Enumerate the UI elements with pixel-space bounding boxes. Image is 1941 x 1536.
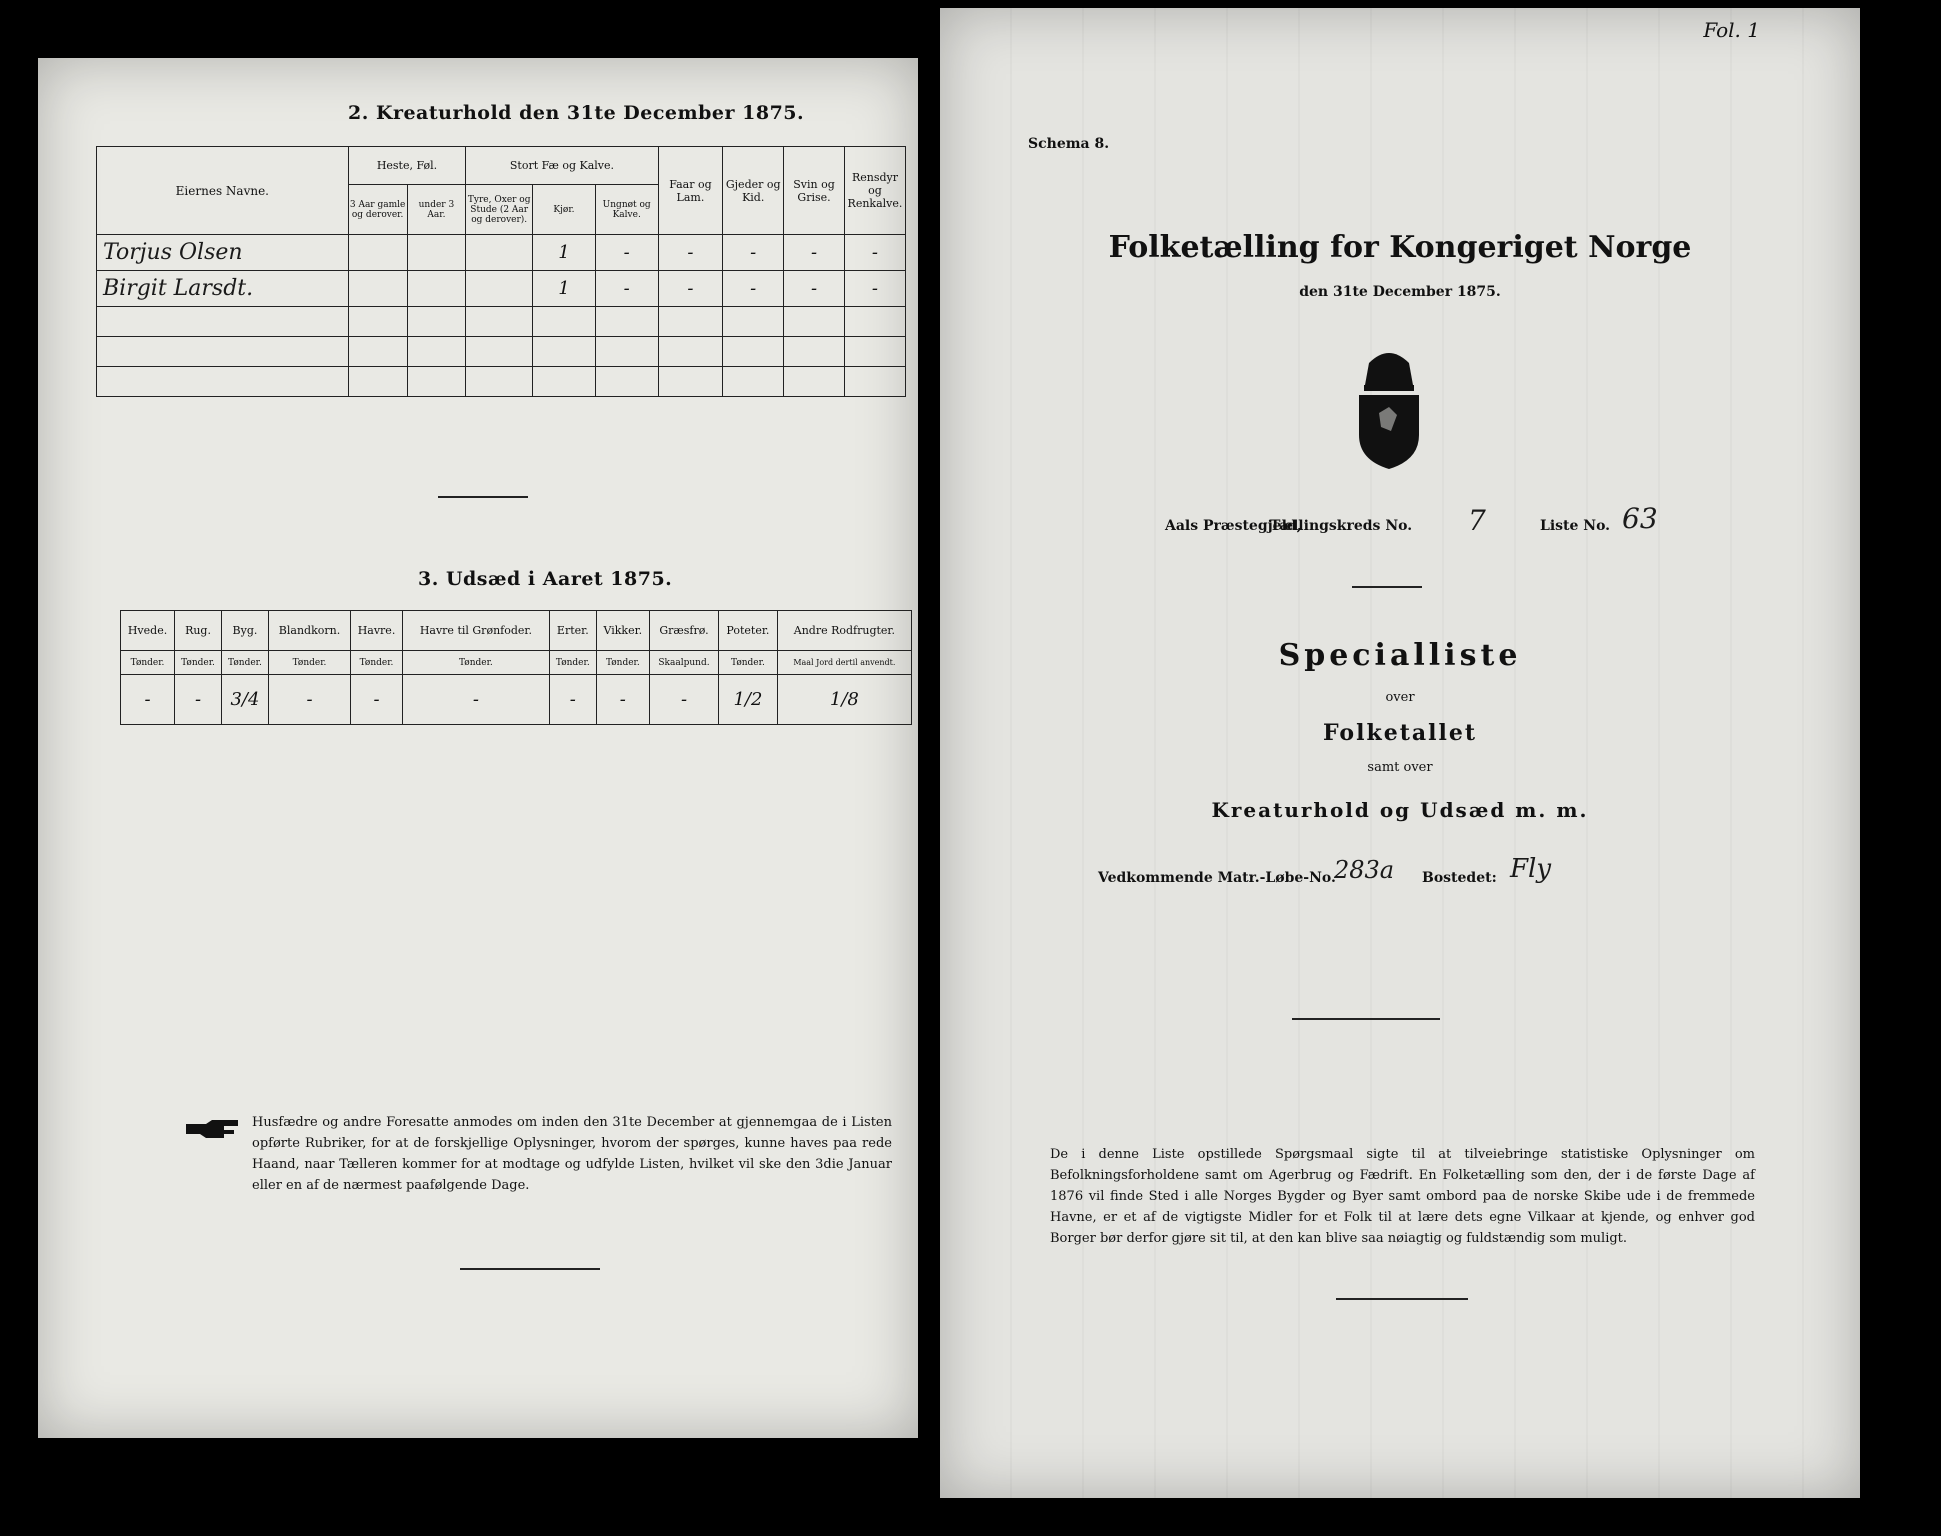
sowing-unit-row: [121, 651, 912, 675]
list-label: Liste No.: [1540, 518, 1611, 534]
right-page: [940, 8, 1860, 1498]
bosted-label: Bostedet:: [1422, 870, 1497, 886]
matr-number: 283a: [1334, 856, 1395, 884]
unit-label: Tønder.: [719, 651, 778, 675]
folketallet-heading: Folketallet: [1323, 720, 1477, 746]
col-header: Havre til Grønfoder.: [402, 611, 549, 651]
divider: [460, 1268, 600, 1270]
svin-header: Svin og Grise.: [784, 147, 845, 235]
sowing-value: -: [402, 675, 549, 725]
unit-label: Skaalpund.: [649, 651, 718, 675]
rensdyr-header: Rensdyr og Renkalve.: [844, 147, 905, 235]
table-row: [97, 235, 906, 271]
unit-label: Maal Jord dertil anvendt.: [777, 651, 911, 675]
col-header: Vikker.: [596, 611, 649, 651]
footer-text: De i denne Liste opstillede Spørgsmaal sigte til at tilveiebringe statistiske Oplysninger om Befolkningsforholdene samt om Agerbrug og Fædrift. En Folketælling som den, der i de første Dage af 1876 vil finde Sted i alle Norges Bygder og Byer samt ombord paa de norske Skibe ude i de fremmede Havne, er et af de vigtigste Midler for et Folk til at lære dets egne Vilkaar at kjende, og enhver god Borger bør derfor gjøre sit til, at den kan blive saa nøiagtig og fuldstændig som muligt.: [1050, 1147, 1755, 1246]
sowing-value-row: [121, 675, 912, 725]
kreaturhold-heading: Kreaturhold og Udsæd m. m.: [1211, 798, 1589, 822]
bosted-value: Fly: [1510, 854, 1552, 884]
pointing-hand-icon: [184, 1118, 242, 1142]
district-number: 7: [1468, 504, 1486, 537]
faar-header: Faar og Lam.: [658, 147, 723, 235]
folio-number: Fol. 1: [1703, 18, 1760, 42]
col-header: Rug.: [175, 611, 222, 651]
stort-sub2: Kjør.: [533, 185, 596, 235]
divider: [1292, 1018, 1440, 1020]
sowing-value: -: [268, 675, 350, 725]
unit-label: Tønder.: [268, 651, 350, 675]
kjor-value: 1: [533, 235, 596, 271]
ungnot-value: -: [595, 235, 658, 271]
gjeder-header: Gjeder og Kid.: [723, 147, 784, 235]
faar-value: -: [658, 271, 723, 307]
owner-name: Torjus Olsen: [97, 235, 349, 271]
sowing-table: [120, 610, 912, 725]
unit-label: Tønder.: [221, 651, 268, 675]
sowing-header-row: [121, 611, 912, 651]
sowing-value: -: [175, 675, 222, 725]
col-header: Havre.: [351, 611, 403, 651]
notice-text: Husfædre og andre Foresatte anmodes om inden den 31te December at gjennemgaa de i Listen opførte Rubriker, for at de forskjellige Oplysninger, hvorom der spørges, kunne haves paa rede Haand, naar Tælleren kommer for at modtage og udfylde Listen, hvilket vil ske den 3die Januar eller en af de nærmest paafølgende Dage.: [252, 1115, 892, 1193]
unit-label: Tønder.: [121, 651, 175, 675]
section2-title: 2. Kreaturhold den 31te December 1875.: [348, 102, 805, 124]
stort-sub1: Tyre, Oxer og Stude (2 Aar og derover).: [466, 185, 533, 235]
census-date: den 31te December 1875.: [1299, 284, 1501, 300]
rensdyr-value: -: [844, 235, 905, 271]
coat-of-arms-icon: [1344, 343, 1434, 473]
ungnot-value: -: [595, 271, 658, 307]
heste-sub2: under 3 Aar.: [407, 185, 466, 235]
gjeder-value: -: [723, 235, 784, 271]
col-header: Blandkorn.: [268, 611, 350, 651]
sowing-value: -: [121, 675, 175, 725]
faar-value: -: [658, 235, 723, 271]
over-text: over: [1385, 690, 1415, 705]
sowing-value: -: [549, 675, 596, 725]
heste-sub1: 3 Aar gamle og derover.: [348, 185, 407, 235]
specialliste-heading: Specialliste: [1278, 638, 1522, 673]
unit-label: Tønder.: [549, 651, 596, 675]
table-row: [97, 271, 906, 307]
heste-header: Heste, Føl.: [348, 147, 466, 185]
sowing-value: 1/2: [719, 675, 778, 725]
col-header: Erter.: [549, 611, 596, 651]
owner-name: Birgit Larsdt.: [97, 271, 349, 307]
matr-label: Vedkommende Matr.-Løbe-No.: [1098, 870, 1336, 886]
col-header: Andre Rodfrugter.: [777, 611, 911, 651]
col-header: Hvede.: [121, 611, 175, 651]
svin-value: -: [784, 271, 845, 307]
sowing-value: 3/4: [221, 675, 268, 725]
samt-over-text: samt over: [1367, 760, 1433, 775]
divider: [1336, 1298, 1468, 1300]
divider: [438, 496, 528, 498]
sowing-value: -: [649, 675, 718, 725]
unit-label: Tønder.: [596, 651, 649, 675]
svin-value: -: [784, 235, 845, 271]
list-number: 63: [1622, 502, 1658, 535]
livestock-table: [96, 146, 906, 397]
section3-title: 3. Udsæd i Aaret 1875.: [418, 568, 673, 590]
divider: [1352, 586, 1422, 588]
sowing-value: -: [596, 675, 649, 725]
gjeder-value: -: [723, 271, 784, 307]
stort-header: Stort Fæ og Kalve.: [466, 147, 658, 185]
col-header: Byg.: [221, 611, 268, 651]
schema-label: Schema 8.: [1028, 136, 1110, 152]
rensdyr-value: -: [844, 271, 905, 307]
sowing-value: -: [351, 675, 403, 725]
col-header: Græsfrø.: [649, 611, 718, 651]
unit-label: Tønder.: [351, 651, 403, 675]
kjor-value: 1: [533, 271, 596, 307]
stort-sub3: Ungnøt og Kalve.: [595, 185, 658, 235]
col-header: Poteter.: [719, 611, 778, 651]
left-page: [38, 58, 918, 1438]
owner-header: Eiernes Navne.: [97, 147, 349, 235]
district-label: Tællingskreds No.: [1270, 518, 1413, 534]
parish-label: Aals Præstegjeld,: [1165, 518, 1302, 534]
sowing-value: 1/8: [777, 675, 911, 725]
unit-label: Tønder.: [175, 651, 222, 675]
unit-label: Tønder.: [402, 651, 549, 675]
main-title: Folketælling for Kongeriget Norge: [1108, 230, 1692, 265]
